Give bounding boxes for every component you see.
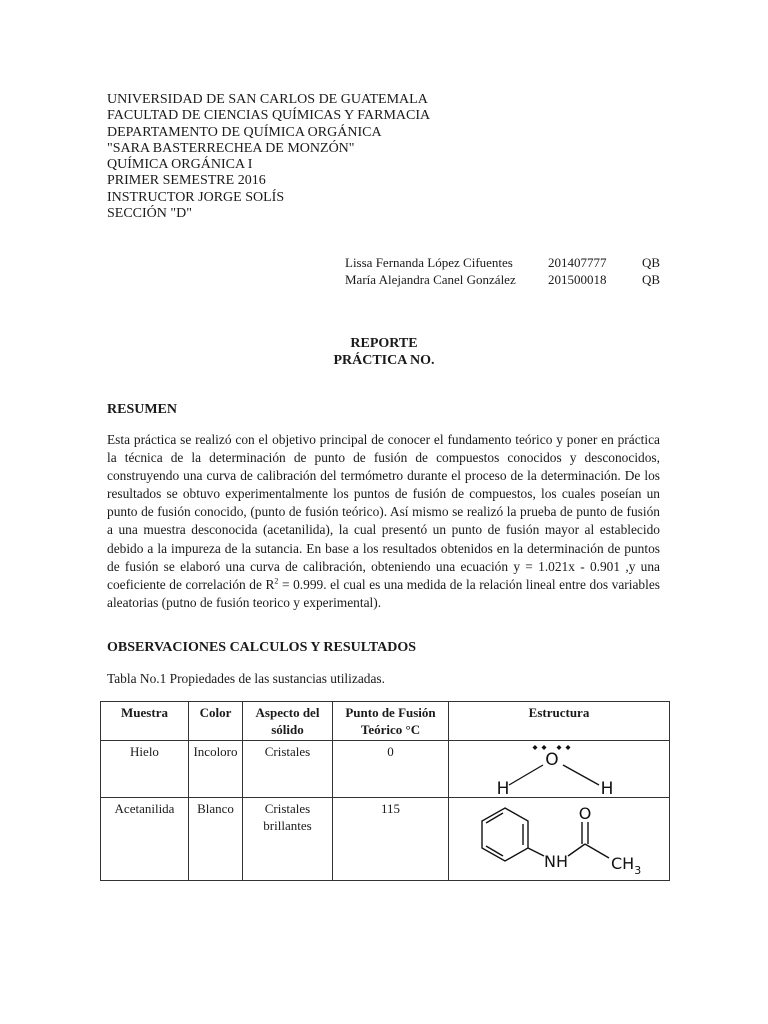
title-line: PRÁCTICA NO. bbox=[333, 353, 435, 368]
properties-table bbox=[100, 701, 670, 881]
methyl-subscript: 3 bbox=[634, 864, 642, 877]
oxygen-label: O bbox=[545, 750, 559, 770]
author-id: 201500018 bbox=[548, 272, 607, 287]
summary-text-end: = 0.999. el cual es una medida de la relación lineal entre dos variables aleatorias (putno de fusión teorico y experimental). bbox=[107, 576, 660, 610]
cell-aspecto: Cristales brillantes bbox=[243, 798, 333, 881]
cell-estructura bbox=[449, 798, 670, 881]
title-line: REPORTE bbox=[350, 336, 418, 351]
table-header-row bbox=[101, 702, 670, 741]
nh-label: NH bbox=[544, 852, 568, 871]
hydrogen-label: H bbox=[496, 779, 510, 797]
author-row bbox=[345, 271, 660, 288]
cell-aspecto: Cristales bbox=[243, 741, 333, 798]
author-program: QB bbox=[642, 255, 661, 270]
header-line: INSTRUCTOR JORGE SOLÍS bbox=[107, 189, 285, 205]
cell-color: Blanco bbox=[189, 798, 243, 881]
column-header: Estructura bbox=[449, 702, 670, 741]
author-id: 201407777 bbox=[548, 255, 607, 270]
author-program: QB bbox=[642, 272, 661, 287]
cell-estructura bbox=[449, 741, 670, 798]
institution-header bbox=[107, 92, 430, 222]
summary-paragraph bbox=[107, 431, 660, 612]
header-line: "SARA BASTERRECHEA DE MONZÓN" bbox=[107, 140, 355, 156]
acetanilide-molecule-icon bbox=[449, 798, 670, 880]
header-line: DEPARTAMENTO DE QUÍMICA ORGÁNICA bbox=[107, 124, 382, 140]
column-header: Aspecto del sólido bbox=[243, 702, 333, 741]
author-name: Lissa Fernanda López Cifuentes bbox=[345, 255, 513, 270]
oxygen-label: O bbox=[578, 804, 592, 823]
header-line: UNIVERSIDAD DE SAN CARLOS DE GUATEMALA bbox=[107, 92, 428, 107]
cell-muestra: Acetanilida bbox=[101, 798, 189, 881]
author-row bbox=[345, 254, 660, 271]
table-caption: Tabla No.1 Propiedades de las sustancias utilizadas. bbox=[107, 671, 385, 686]
header-line: QUÍMICA ORGÁNICA I bbox=[107, 157, 253, 173]
methyl-text: CH bbox=[611, 854, 635, 873]
column-header: Color bbox=[189, 702, 243, 741]
table-row bbox=[101, 741, 670, 798]
header-line: SECCIÓN "D" bbox=[107, 206, 192, 222]
header-line: PRIMER SEMESTRE 2016 bbox=[107, 173, 266, 189]
cell-punto: 0 bbox=[333, 741, 449, 798]
table-row bbox=[101, 798, 670, 881]
cell-color: Incoloro bbox=[189, 741, 243, 798]
summary-text: Esta práctica se realizó con el objetivo principal de conocer el fundamento teórico y poner en práctica la técnica de la determinación de punto de fusión de compuestos conocidos y desconocidos, construyendo una curva de calibración del termómetro durante el proceso de la determinación. De los resultados se obtuvo experimentalmente los puntos de fusión de compuestos, los cuales poseían un punto de fusión conocido, (punto de fusión teórico). Así mismo se realizó la prueba de punto de fusión a una muestra desconocida (acetanilida), la cual presentó un punto de fusión mayor al establecido debido a la impureza de la sutancia. En base a los resultados obtenidos en la determinación de puntos de fusión se elaboró una curva de calibración, obteniendo una ecuación y = 1.021x - 0.901 ,y una coeficiente de correlación de R bbox=[107, 432, 660, 592]
superscript: 2 bbox=[274, 576, 279, 586]
summary-heading: RESUMEN bbox=[107, 402, 178, 417]
author-name: María Alejandra Canel González bbox=[345, 272, 516, 287]
column-header: Muestra bbox=[101, 702, 189, 741]
report-title bbox=[300, 335, 468, 369]
methyl-label bbox=[611, 854, 641, 877]
results-heading: OBSERVACIONES CALCULOS Y RESULTADOS bbox=[107, 640, 417, 655]
hydrogen-label: H bbox=[600, 779, 614, 797]
water-molecule-icon bbox=[449, 741, 670, 797]
cell-muestra: Hielo bbox=[101, 741, 189, 798]
authors-list bbox=[345, 254, 660, 288]
column-header: Punto de Fusión Teórico °C bbox=[333, 702, 449, 741]
header-line: FACULTAD DE CIENCIAS QUÍMICAS Y FARMACIA bbox=[107, 108, 431, 124]
cell-punto: 115 bbox=[333, 798, 449, 881]
